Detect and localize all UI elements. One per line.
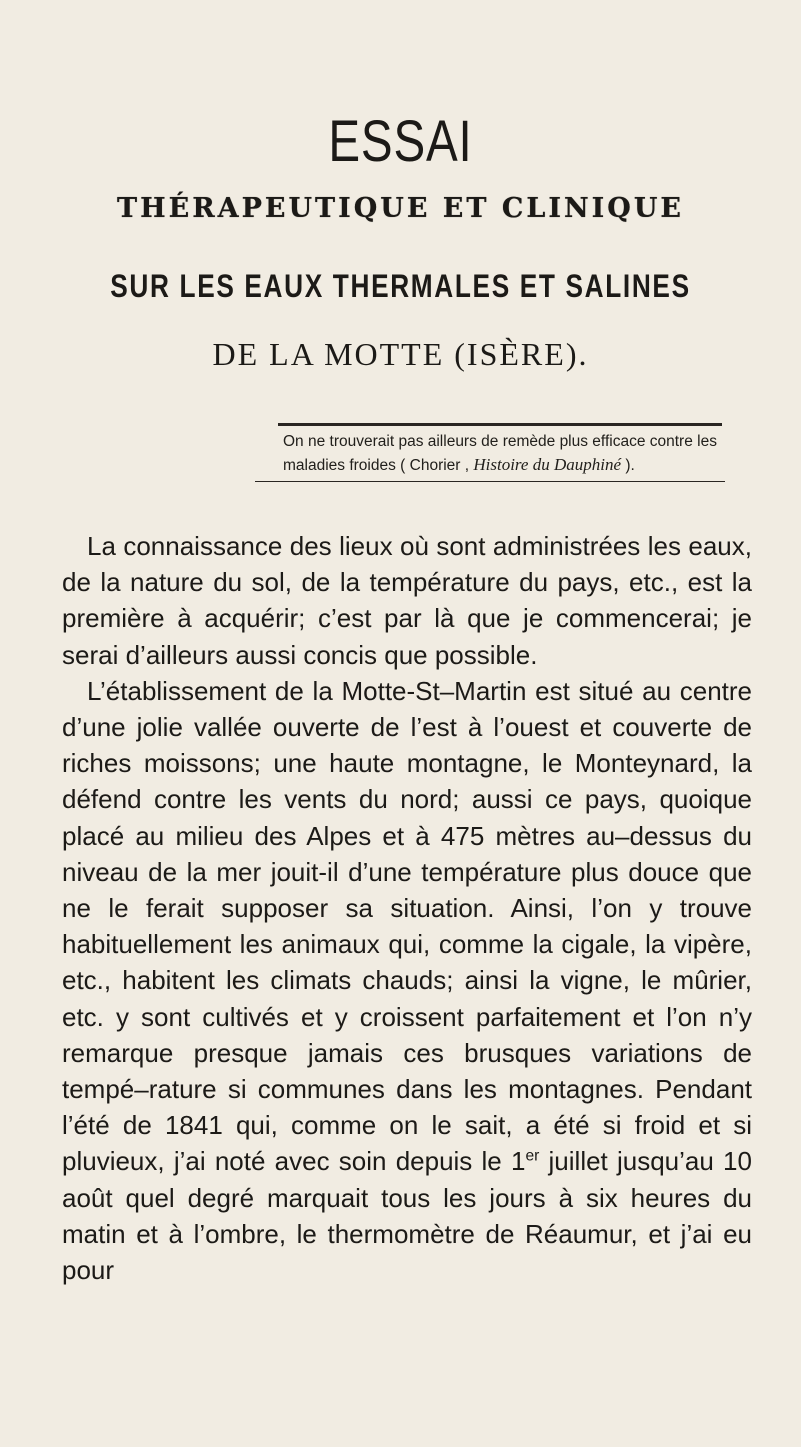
paragraph-2 — [62, 673, 752, 1288]
paragraph-1: La connaissance des lieux où sont administrées les eaux, de la nature du sol, de la température du pays, etc., est la première à acquérir; c’est par là que je commencerai; je serai d’ailleurs aussi concis que possible. — [62, 531, 752, 670]
paragraph-2-text-a: L’établissement de la Motte-St–Martin est situé au centre d’une jolie vallée ouverte de l’est à l’ouest et couverte de riches moissons; une haute montagne, le Monteynard, la défend contre les vents du nord; aussi ce pays, quoique placé au milieu des Alpes et à 475 mètres au–dessus du niveau de la mer jouit-il d’une température plus douce que ne le ferait supposer sa situation. Ainsi, l’on y trouve habituellement les animaux qui, comme la cigale, la vipère, etc., habitent les climats chauds; ainsi la vigne, le mûrier, etc. y sont cultivés et y croissent parfaitement et l’on n’y remarque presque jamais ces brusques variations de tempé–rature si communes dans les montagnes. Pendant l’été de 1841 qui, comme on le sait, a été si froid et si pluvieux, j’ai noté avec soin depuis le 1 — [62, 675, 752, 1177]
ornate-subtitle: THÉRAPEUTIQUE ET CLINIQUE — [117, 193, 684, 224]
epigraph — [283, 430, 728, 477]
subtitle-place: DE LA MOTTE (ISÈRE). — [212, 336, 589, 372]
epigraph-text: On ne trouverait pas ailleurs de remède plus efficace contre les maladies froides ( Chorier , — [283, 433, 717, 474]
top-rule-divider — [278, 423, 722, 426]
bottom-rule-divider — [255, 481, 725, 482]
paragraph-2-text-b: juillet jusqu’au 10 août quel degré marquait tous les jours à six heures du matin et à l’ombre, le thermomètre de Réaumur, et j’ai eu pour — [62, 1146, 752, 1286]
body-text — [62, 528, 752, 1288]
subtitle-caps: SUR LES EAUX THERMALES ET SALINES — [110, 268, 691, 304]
epigraph-end: ). — [621, 457, 635, 474]
ordinal-superscript: er — [525, 1147, 540, 1165]
document-title: ESSAI — [328, 109, 473, 174]
epigraph-work-title: Histoire du Dauphiné — [473, 455, 622, 474]
